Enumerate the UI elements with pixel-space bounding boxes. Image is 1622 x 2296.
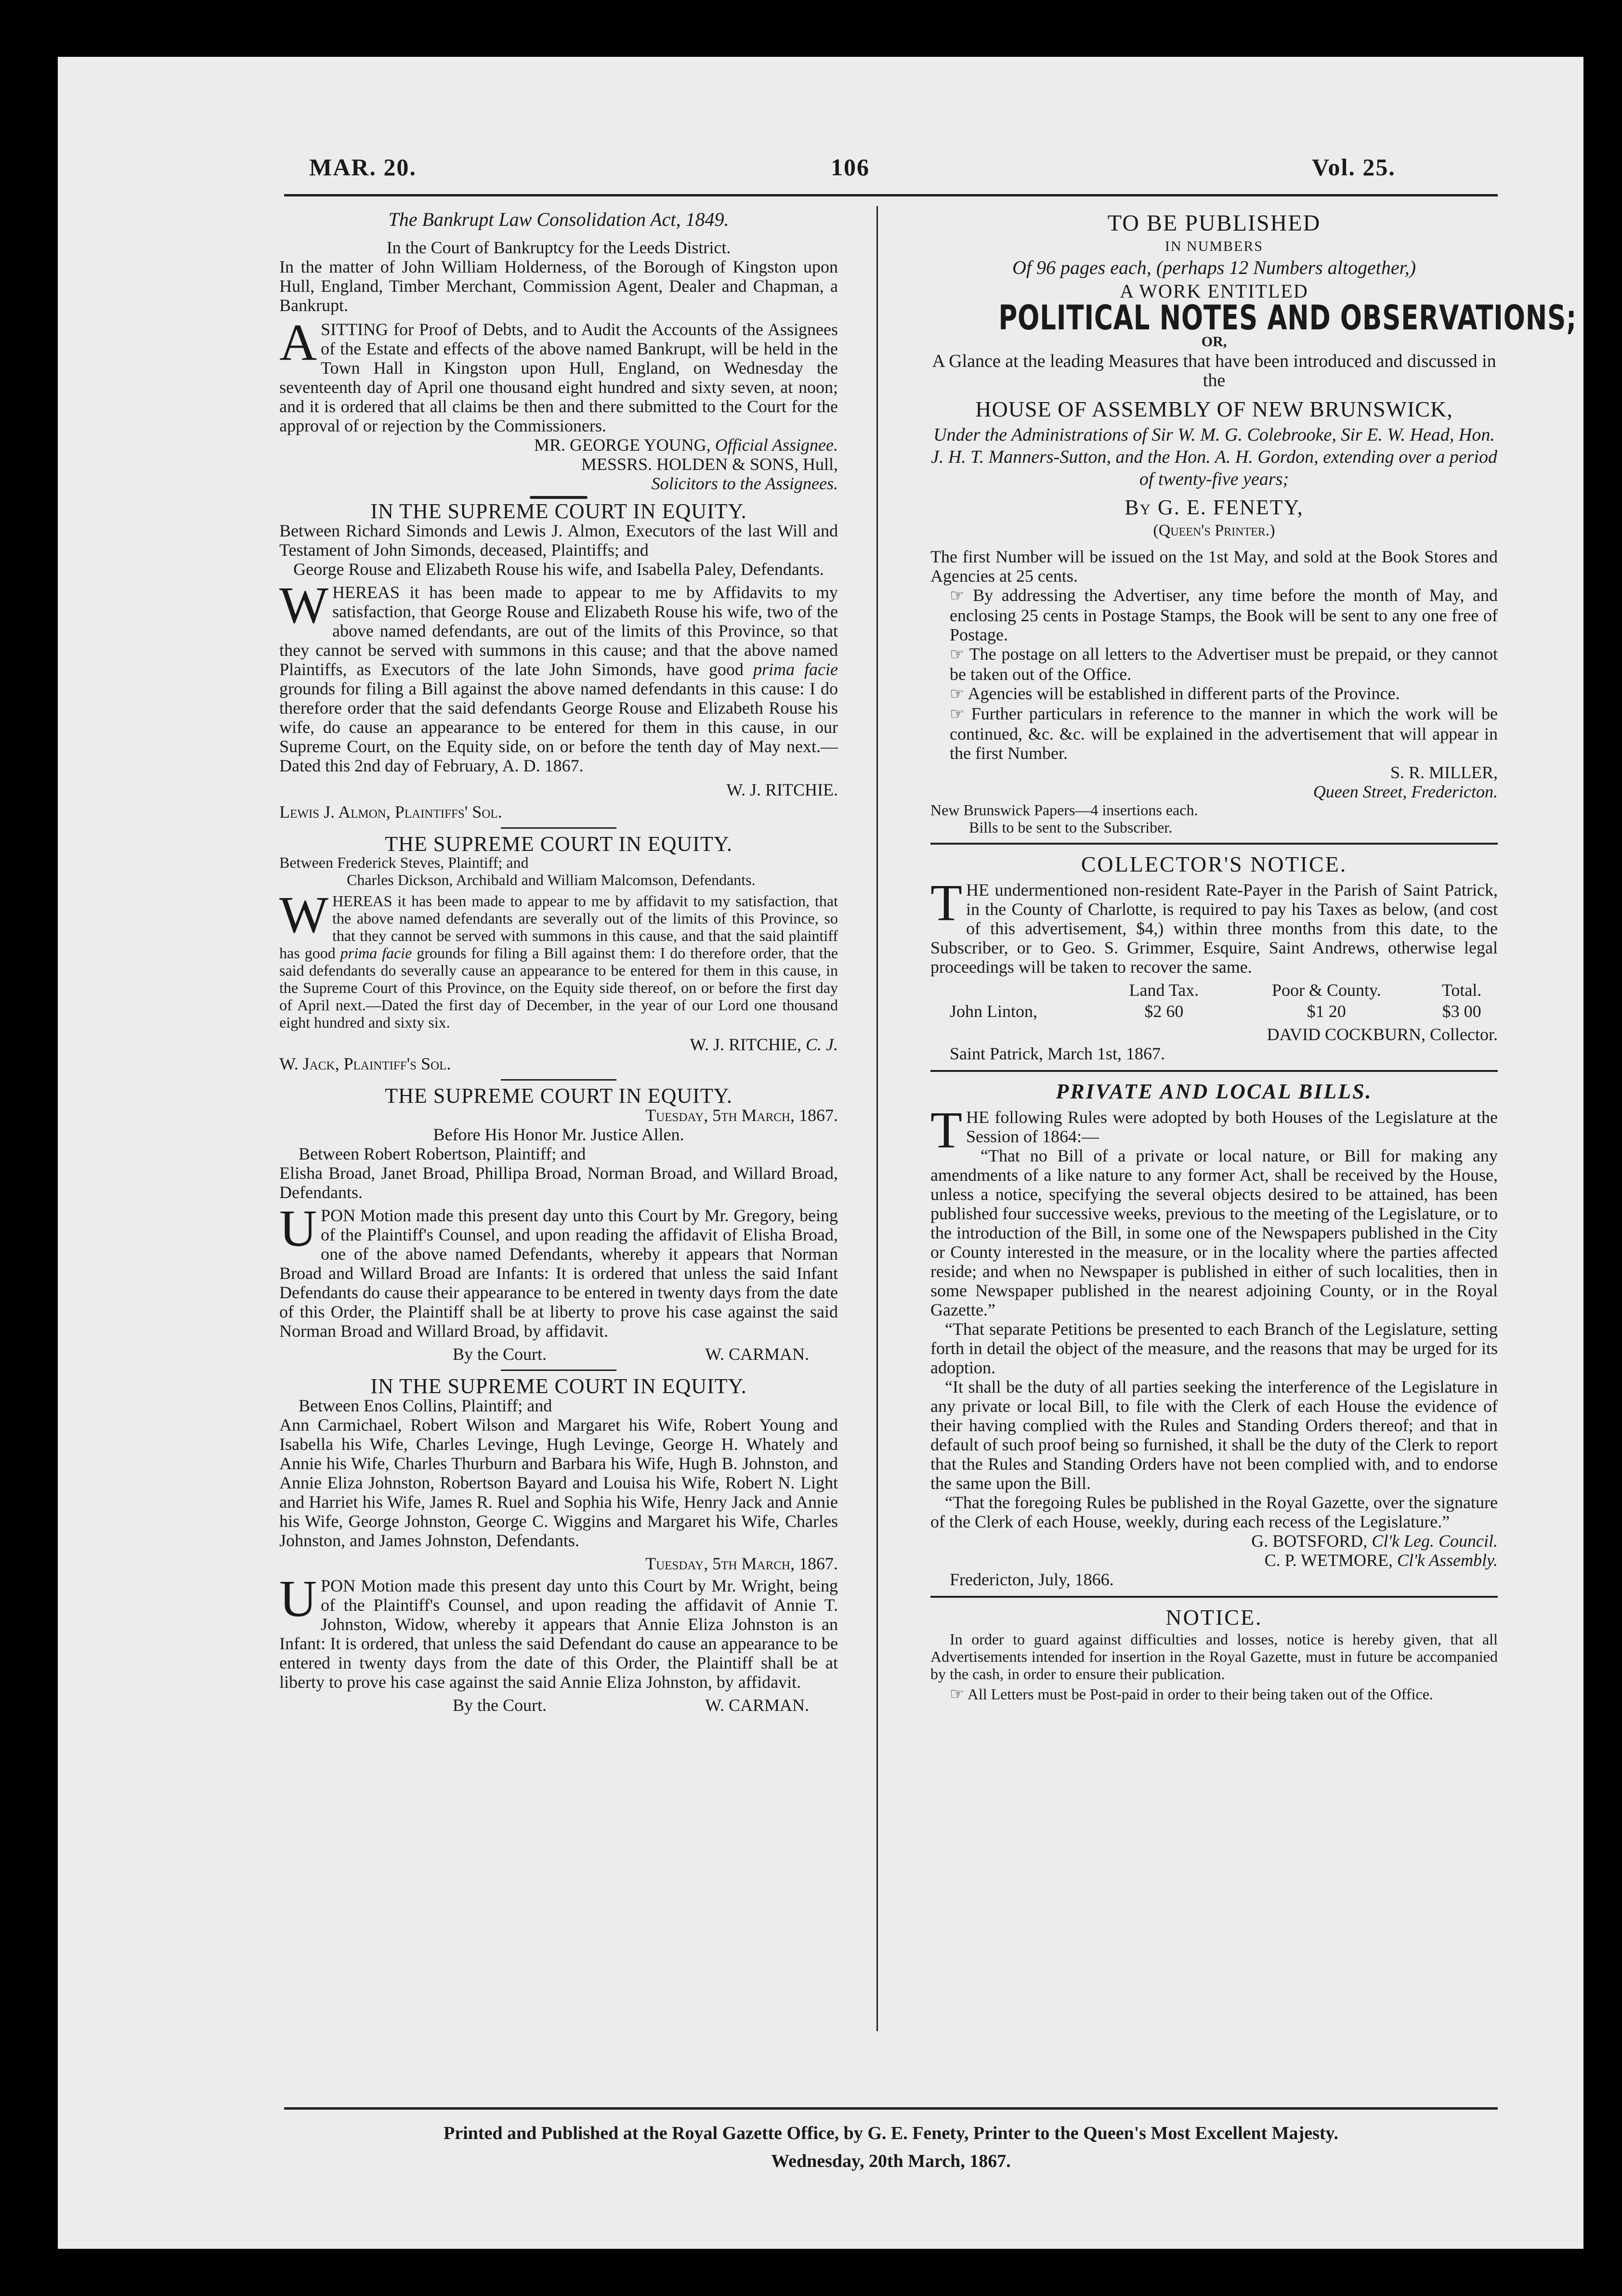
- pointing-hand-icon: ☞: [950, 1685, 965, 1703]
- bills-intro: HE following Rules were adopted by both Houses of the Legislature at the Session of 1864:—: [966, 1108, 1498, 1146]
- section-heading: IN THE SUPREME COURT IN EQUITY.: [370, 499, 747, 523]
- simonds-parties: Between Richard Simonds and Lewis J. Almon, Executors of the last Will and Testament of John Simonds, deceased, Plaintiffs; and: [279, 521, 838, 560]
- section-rule: [501, 827, 616, 829]
- simonds-body: HEREAS it has been made to appear to me by Affidavits to my satisfaction, that George Rouse and Elizabeth Rouse his wife, two of the above named defendants, are out of the limits of this Province, so that they cannot be served with summons in this cause; and that the above named Plaintiffs, as Executors of the late John Simonds, have good: [279, 583, 838, 679]
- notice-body: In order to guard against difficulties and losses, notice is hereby given, that all Advertisements intended for insertion in the Royal Gazette, must in future be accompanied by the cash, in order to ensure their publication.: [930, 1631, 1498, 1683]
- bills-signature-1: G. BOTSFORD, Cl'k Leg. Council.: [1251, 1531, 1498, 1551]
- work-or: OR,: [1201, 334, 1227, 350]
- work-p2: ☞ By addressing the Advertiser, any time before the month of May, and enclosing 25 cents in Postage Stamps, the Book will be sent to any one free of Postage.: [950, 586, 1498, 644]
- work-subtitle: A Glance at the leading Measures that have been introduced and discussed in the: [932, 351, 1496, 391]
- bankrupt-solicitor-title: Solicitors to the Assignees.: [651, 474, 838, 493]
- tax-table: [930, 979, 1498, 1022]
- gazette-page: [58, 57, 1583, 2249]
- steves-signature: W. J. RITCHIE, C. J.: [690, 1035, 838, 1054]
- steves-parties: Between Frederick Steves, Plaintiff; and: [279, 854, 529, 871]
- simonds-signature: W. J. RITCHIE.: [726, 780, 838, 799]
- collins-parties: Between Enos Collins, Plaintiff; and: [299, 1396, 552, 1415]
- pointing-hand-icon: ☞: [950, 685, 965, 703]
- section-heading: THE SUPREME COURT IN EQUITY.: [385, 1084, 733, 1108]
- drop-cap: A: [279, 314, 317, 371]
- bills-rule-1: “That no Bill of a private or local nature, or Bill for making any amendments of a like nature to any former Act, shall be received by the House, unless a notice, specifying the several objects desired to be attained, has been published four successive weeks, previous to the meeting of the Legislature, or to the introduction of the Bill, in some one of the Newspapers published in the City or County interested in the measure, or in the locality where the parties affected reside; and when no Newspaper is published in either of such localities, then in some Newspaper published in the nearest adjoining County, or in the Royal Gazette.”: [930, 1146, 1498, 1319]
- right-column: [930, 210, 1577, 1703]
- left-column: The Bankrupt Law Consolidation Act, 1849. In the Court of Bankruptcy for the Leeds District. In the matter of John William Holderness, of the Borough of Kingston upon Hull, England, Timber Merchant, Commission Agent, Dealer and Chapman, a Bankrupt. ASITTING for Proof of Debts, and to Audit the Accounts of the Assignees of the Estate and effects of the above named Bankrupt, will be held in the Town Hall in Kingston upon Hull, England, on Wednesday the seventeenth day of April one thousand eight hundred and sixty seven, at noon; and it is ordered that all claims be then and there submitted to the Court for the approval of or rejection by the Commissioners. MR. GEORGE YOUNG, Official Assignee. MESSRS. HOLDEN & SONS, Hull, Solicitors to the Assignees. IN THE SUPREME COURT IN EQUITY. Between Richard Simonds and Lewis J. Almon, Executors of the last Will and Testament of John Simonds, deceased, Plaintiffs; and George Rouse and Elizabeth Rouse his wife, and Isabella Paley, Defendants. WHEREAS it has been made to appear to me by Affidavits to my satisfaction, that George Rouse and Elizabeth Rouse his wife, two of the above named defendants, are out of the limits of this Province, so that they cannot be served with summons in this cause; and that the above named Plaintiffs, as Executors of the late John Simonds, have good prima facie grounds for filing a Bill against the above named defendants in this cause: I do therefore order that the said defendants George Rouse and Elizabeth Rouse his wife, do cause an appearance to be entered for them in this cause, in our Supreme Court, on the Equity side, on or before the tenth day of May next.—Dated this 2nd day of February, A. D. 1867. W. J. RITCHIE. Lewis J. Almon, Plaintiffs' Sol. THE SUPREME COURT IN EQUITY. Between Frederick Steves, Plaintiff; and Charles Dickson, Archibald and William Malcomson, Defendants. WHEREAS it has been made to appear to me by affidavit to my satisfaction, that the above named defendants are severally out of the limits of this Province, so that they cannot be served with summons in this cause, and that the said plaintiff has good prima facie grounds for filing a Bill against them: I do therefore order, that the said defendants do severally cause an appearance to be entered for them in this cause, in the Supreme Court of this Province, on the Equity side thereof, on or before the first day of April next.—Dated the first day of December, in the year of our Lord one thousand eight hundred and sixty six. W. J. RITCHIE, C. J. W. Jack, Plaintiff's Sol. THE SUPREME COURT IN EQUITY. Tuesday, 5th March, 1867. Before His Honor Mr. Justice Allen. Between Robert Robertson, Plaintiff; and Elisha Broad, Janet Broad, Phillipa Broad, Norman Broad, and Willard Broad, Defendants. UPON Motion made this present day unto this Court by Mr. Gregory, being of the Plaintiff's Counsel, and upon reading the affidavit of Elisha Broad, one of the above named Defendants, whereby it appears that Norman Broad and Willard Broad are Infants: It is ordered that unless the said Infant Defendants do cause their appearance to be entered in twenty days from the date of this Order, the Plaintiff shall be at liberty to prove his case against the said Norman Broad and Willard Broad, by affidavit. By the Court. W. CARMAN. IN THE SUPREME COURT IN EQUITY. Between Enos Collins, Plaintiff; and Ann Carmichael, Robert Wilson and Margaret his Wife, Robert Young and Isabella his Wife, Charles Levinge, Hugh Levinge, George H. Whately and Annie his Wife, Charles Thurburn and Barbara his Wife, Hugh B. Johnston, and Annie Eliza Johnston, Robertson Bayard and Louisa his Wife, Robert N. Light and Harriet his Wife, James R. Ruel and Sophia his Wife, Henry Jack and Annie his Wife, George Johnston, George C. Wiggins and Margaret his Wife, Charles Johnston, and James Johnston, Defendants. Tuesday, 5th March, 1867. UPON Motion made this present day unto this Court by Mr. Wright, being of the Plaintiff's Counsel, and upon reading the affidavit of Annie T. Johnston, Widow, whereby it appears that Annie Eliza Johnston is an Infant: It is ordered, that unless the said Defendant do cause an appearance to be entered in twenty days from the date of this Order, the Plaintiff shall be at liberty to prove his case against the said Annie Eliza Johnston, by affidavit. By the Court. W. CARMAN.: [279, 209, 838, 1715]
- drop-cap: T: [930, 874, 962, 932]
- table-row: John Linton, $2 60 $1 20 $3 00: [950, 1002, 1481, 1021]
- pointing-hand-icon: ☞: [950, 646, 965, 664]
- drop-cap: T: [930, 1102, 962, 1159]
- bankrupt-court: In the Court of Bankruptcy for the Leeds District.: [386, 238, 731, 257]
- section-heading: IN THE SUPREME COURT IN EQUITY.: [370, 1374, 747, 1398]
- work-p3: ☞ The postage on all letters to the Advertiser must be prepaid, or they cannot be taken out of the Office.: [950, 644, 1498, 684]
- work-author: By G. E. FENETY,: [1125, 496, 1304, 519]
- bills-heading: PRIVATE AND LOCAL BILLS.: [1056, 1080, 1373, 1103]
- collector-date: Saint Patrick, March 1st, 1867.: [950, 1044, 1165, 1063]
- work-first-number: The first Number will be issued on the 1st May, and sold at the Book Stores and Agencies at 25 cents.: [930, 547, 1498, 586]
- drop-cap: W: [279, 887, 328, 944]
- collins-body: PON Motion made this present day unto this Court by Mr. Wright, being of the Plaintiff's Counsel, and upon reading the affidavit of Annie T. Johnston, Widow, whereby it appears that Annie Eliza Johnston is an Infant: It is ordered, that unless the said Defendant do cause an appearance to be entered in twenty days from the date of this Order, the Plaintiff shall be at liberty to prove his case against the said Annie Eliza Johnston, by affidavit.: [279, 1576, 838, 1692]
- bills-rule-3: “It shall be the duty of all parties seeking the interference of the Legislature in any private or local Bill, to file with the Clerk of each House the evidence of their having complied with the Rules and Standing Orders thereof; and that in default of such proof being so furnished, it shall be the duty of the Clerk to report that the Rules and Standing Orders have not been complied with, and to endorse the same upon the Bill.: [930, 1377, 1498, 1493]
- tax-table-header: Land Tax. Poor & County. Total.: [1129, 980, 1482, 1000]
- pointing-hand-icon: ☞: [950, 705, 965, 723]
- column-divider: [876, 206, 878, 2031]
- section-ornament: [279, 496, 838, 499]
- work-pages: Of 96 pages each, (perhaps 12 Numbers altogether,): [1012, 257, 1416, 278]
- work-in-numbers: IN NUMBERS: [1164, 238, 1264, 254]
- drop-cap: W: [279, 577, 328, 634]
- collector-heading: COLLECTOR'S NOTICE.: [1081, 852, 1347, 876]
- work-announcement: TO BE PUBLISHED: [1107, 210, 1321, 236]
- robertson-date: Tuesday, 5th March, 1867.: [645, 1106, 838, 1125]
- section-rule: [930, 1070, 1498, 1072]
- bills-rule-4: “That the foregoing Rules be published in the Royal Gazette, over the signature of the Clerk of each House, weekly, during each recess of the Legislature.”: [930, 1493, 1498, 1531]
- work-entitled: A WORK ENTITLED: [1120, 280, 1308, 302]
- work-bills: Bills to be sent to the Subscriber.: [969, 819, 1173, 836]
- work-title: POLITICAL NOTES AND OBSERVATIONS;: [998, 298, 1577, 338]
- steves-body: HEREAS it has been made to appear to me by affidavit to my satisfaction, that the above named defendants are severally out of the limits of this Province, so that they cannot be served with summons in this cause, and that the said plaintiff has good: [279, 892, 838, 962]
- robertson-defendants: Elisha Broad, Janet Broad, Phillipa Broad, Norman Broad, and Willard Broad, Defendants.: [279, 1163, 838, 1202]
- work-papers: New Brunswick Papers—4 insertions each.: [930, 801, 1198, 819]
- bankrupt-body: SITTING for Proof of Debts, and to Audit the Accounts of the Assignees of the Estate and effects of the above named Bankrupt, will be held in the Town Hall in Kingston upon Hull, England, on Wednesday the seventeenth day of April one thousand eight hundred and sixty seven, at noon; and it is ordered that all claims be then and there submitted to the Court for the approval of or rejection by the Commissioners.: [279, 320, 838, 435]
- footer-date: Wednesday, 20th March, 1867.: [771, 2151, 1011, 2171]
- simonds-defendants: George Rouse and Elizabeth Rouse his wife, and Isabella Paley, Defendants.: [293, 560, 824, 579]
- work-printer: (Queen's Printer.): [1153, 522, 1275, 539]
- footer-rule: [284, 2107, 1498, 2110]
- bills-rule-2: “That separate Petitions be presented to each Branch of the Legislature, setting forth in detail the object of the measure, and the reasons that may be urged for its adoption.: [930, 1319, 1498, 1377]
- steves-sol: W. Jack, Plaintiff's Sol.: [279, 1054, 451, 1073]
- footer-imprint: Printed and Published at the Royal Gazette Office, by G. E. Fenety, Printer to the Queen's Most Excellent Majesty.: [444, 2123, 1338, 2143]
- collector-signature: DAVID COCKBURN, Collector.: [1267, 1025, 1498, 1044]
- header-rule: [284, 194, 1498, 196]
- collins-defendants: Ann Carmichael, Robert Wilson and Margaret his Wife, Robert Young and Isabella his Wife, Charles Levinge, Hugh Levinge, George H. Whately and Annie his Wife, Charles Thurburn and Barbara his Wife, Hugh B. Johnston, and Annie Eliza Johnston, Robertson Bayard and Louisa his Wife, Robert N. Light and Harriet his Wife, James R. Ruel and Sophia his Wife, Henry Jack and Annie his Wife, George Johnston, George C. Wiggins and Margaret his Wife, Charles Johnston, and James Johnston, Defendants.: [279, 1415, 838, 1550]
- work-signature: S. R. MILLER,: [1390, 763, 1498, 782]
- robertson-signature: By the Court. W. CARMAN.: [453, 1344, 809, 1364]
- robertson-body: PON Motion made this present day unto this Court by Mr. Gregory, being of the Plaintiff's Counsel, and upon reading the affidavit of Elisha Broad, one of the above named Defendants, whereby it appears that Norman Broad and Willard Broad are Infants: It is ordered that unless the said Infant Defendants do cause their appearance to be entered in twenty days from the date of this Order, the Plaintiff shall be at liberty to prove his case against the said Norman Broad and Willard Broad, by affidavit.: [279, 1206, 838, 1341]
- robertson-parties: Between Robert Robertson, Plaintiff; and: [299, 1144, 586, 1163]
- work-p4: ☞ Agencies will be established in different parts of the Province.: [950, 684, 1400, 703]
- section-rule: [501, 1370, 616, 1371]
- collins-signature: By the Court. W. CARMAN.: [453, 1696, 809, 1715]
- robertson-judge: Before His Honor Mr. Justice Allen.: [433, 1125, 684, 1144]
- work-administrations: Under the Administrations of Sir W. M. G. Colebrooke, Sir E. W. Head, Hon. J. H. T. Manners-Sutton, and the Hon. A. H. Gordon, extending over a period of twenty-five years;: [930, 425, 1498, 489]
- steves-defendants: Charles Dickson, Archibald and William Malcomson, Defendants.: [347, 871, 756, 888]
- section-rule: [501, 1079, 616, 1081]
- drop-cap: U: [279, 1200, 317, 1257]
- bills-signature-2: C. P. WETMORE, Cl'k Assembly.: [1264, 1551, 1498, 1570]
- page-number: 106: [831, 154, 870, 181]
- pointing-hand-icon: ☞: [950, 587, 965, 605]
- header-date: MAR. 20.: [309, 154, 417, 181]
- header-volume: Vol. 25.: [1312, 154, 1396, 181]
- bankrupt-act-title: The Bankrupt Law Consolidation Act, 1849.: [388, 209, 729, 230]
- section-rule: [930, 843, 1498, 845]
- bankrupt-matter: In the matter of John William Holderness, of the Borough of Kingston upon Hull, England, Timber Merchant, Commission Agent, Dealer and Chapman, a Bankrupt.: [279, 257, 838, 315]
- work-address: Queen Street, Fredericton.: [1313, 782, 1498, 801]
- work-house: HOUSE OF ASSEMBLY OF NEW BRUNSWICK,: [975, 397, 1453, 421]
- section-heading: THE SUPREME COURT IN EQUITY.: [385, 832, 733, 856]
- bankrupt-signature: MR. GEORGE YOUNG, Official Assignee.: [534, 435, 838, 455]
- section-rule: [930, 1596, 1498, 1598]
- notice-letters: ☞ All Letters must be Post-paid in order to their being taken out of the Office.: [950, 1685, 1433, 1703]
- notice-heading: NOTICE.: [1165, 1605, 1263, 1630]
- bankrupt-solicitor: MESSRS. HOLDEN & SONS, Hull,: [581, 455, 838, 474]
- simonds-sol: Lewis J. Almon, Plaintiffs' Sol.: [279, 802, 502, 822]
- work-p5: ☞ Further particulars in reference to the manner in which the work will be continued, &c. &c. will be explained in the advertisement that will appear in the first Number.: [950, 704, 1498, 763]
- collector-body: HE undermentioned non-resident Rate-Payer in the Parish of Saint Patrick, in the County of Charlotte, is required to pay his Taxes as below, (and cost of this advertisement, $4,) within three months from this date, to the Subscriber, or to Geo. S. Grimmer, Esquire, Saint Andrews, otherwise legal proceedings will be taken to recover the same.: [930, 880, 1498, 977]
- bills-date: Fredericton, July, 1866.: [950, 1570, 1114, 1589]
- collins-date: Tuesday, 5th March, 1867.: [645, 1554, 838, 1573]
- drop-cap: U: [279, 1570, 317, 1628]
